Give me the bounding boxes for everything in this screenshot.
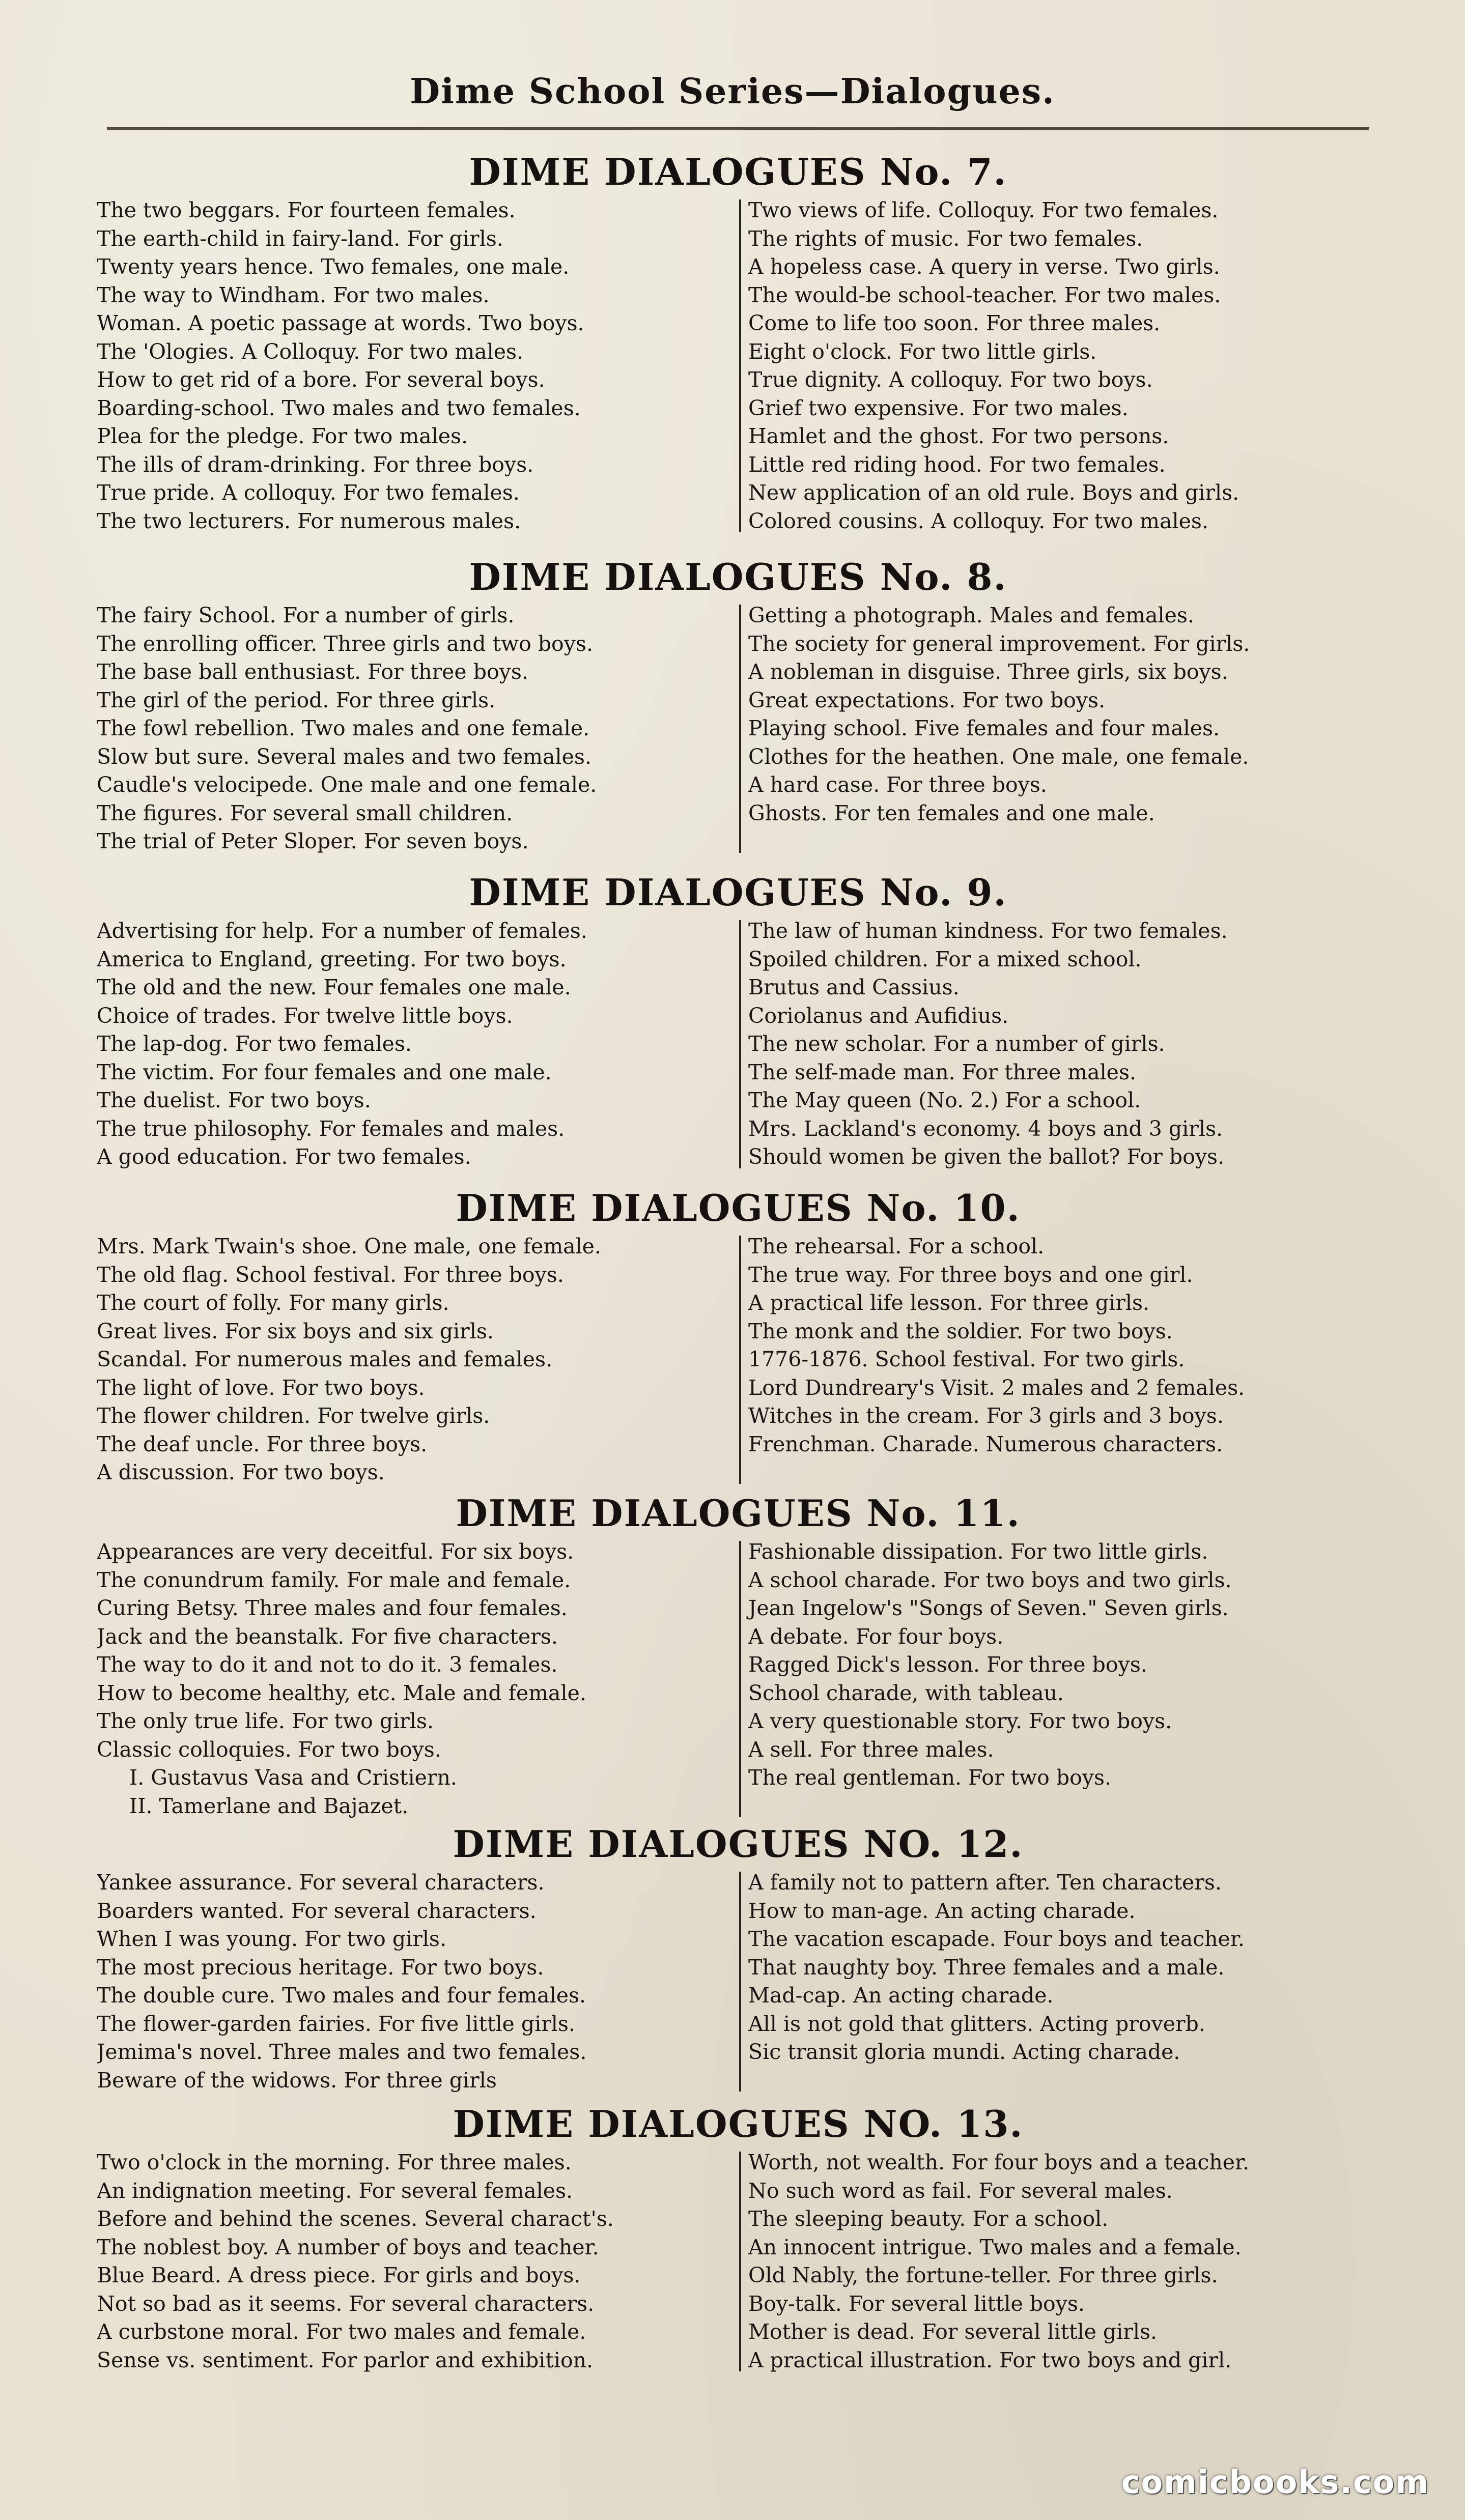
dialogue-entry: The court of folly. For many girls. (97, 1291, 449, 1315)
dialogue-entry: An innocent intrigue. Two males and a female. (748, 2235, 1242, 2259)
section-columns (97, 917, 1379, 1171)
dialogue-entry: The way to Windham. For two males. (97, 282, 490, 307)
section-columns (97, 1233, 1379, 1487)
dialogue-entry: The girl of the period. For three girls. (97, 688, 496, 712)
dialogue-entry: Fashionable dissipation. For two little girls. (748, 1539, 1208, 1564)
dialogue-entry: The two beggars. For fourteen females. (97, 198, 516, 222)
left-column (97, 1538, 728, 1820)
dialogue-entry: Slow but sure. Several males and two females. (97, 744, 591, 769)
dialogue-entry: A sell. For three males. (748, 1737, 994, 1762)
dialogue-entry: The real gentleman. For two boys. (748, 1765, 1112, 1790)
section-title: DIME DIALOGUES No. 7. (469, 150, 1007, 193)
dialogue-entry: Curing Betsy. Three males and four females. (97, 1596, 568, 1620)
dialogue-entry: A practical illustration. For two boys and girl. (748, 2347, 1232, 2372)
dialogue-entry: An indignation meeting. For several females. (97, 2178, 573, 2203)
dialogue-entry: A discussion. For two boys. (97, 1460, 385, 1484)
dialogue-entry: The monk and the soldier. For two boys. (748, 1319, 1173, 1343)
dialogue-entry: Yankee assurance. For several characters. (97, 1870, 545, 1895)
dialogue-entry: When I was young. For two girls. (97, 1927, 447, 1951)
dialogue-entry: II. Tamerlane and Bajazet. (129, 1793, 409, 1818)
dialogue-entry: Not so bad as it seems. For several characters. (97, 2291, 595, 2316)
dialogue-entry: The base ball enthusiast. For three boys. (97, 660, 528, 684)
section-title: DIME DIALOGUES No. 9. (469, 871, 1007, 914)
left-column (97, 602, 728, 856)
dialogue-entry: The society for general improvement. For girls. (748, 631, 1250, 656)
dialogue-entry: America to England, greeting. For two boys. (97, 947, 567, 971)
dialogue-entry: School charade, with tableau. (748, 1680, 1064, 1705)
column-divider (739, 1236, 741, 1484)
dialogue-entry: The true philosophy. For females and males. (97, 1116, 565, 1141)
section-columns (97, 196, 1379, 535)
dialogue-entry: New application of an old rule. Boys and girls. (748, 480, 1239, 505)
section-columns (97, 1538, 1379, 1820)
dialogue-entry: How to get rid of a bore. For several boys. (97, 367, 545, 392)
dialogue-entry: Plea for the pledge. For two males. (97, 424, 468, 448)
section-dialogues-12 (97, 1820, 1379, 2095)
dialogue-entry: The deaf uncle. For three boys. (97, 1431, 428, 1456)
dialogue-entry: Mrs. Mark Twain's shoe. One male, one female. (97, 1234, 601, 1258)
dialogue-entry: Getting a photograph. Males and females. (748, 603, 1194, 627)
left-column (97, 917, 728, 1171)
section-title: DIME DIALOGUES No. 11. (456, 1492, 1021, 1535)
dialogue-entry: Grief two expensive. For two males. (748, 395, 1129, 420)
dialogue-entry: Worth, not wealth. For four boys and a teacher. (748, 2150, 1250, 2174)
dialogue-entry: Sic transit gloria mundi. Acting charade. (748, 2040, 1180, 2064)
left-column (97, 1869, 728, 2095)
dialogue-entry: Blue Beard. A dress piece. For girls and boys. (97, 2263, 581, 2287)
section-columns (97, 602, 1379, 856)
dialogue-entry: The law of human kindness. For two females. (748, 919, 1228, 943)
left-column (97, 2149, 728, 2374)
column-divider (739, 1541, 741, 1817)
dialogue-entry: Scandal. For numerous males and females. (97, 1347, 553, 1371)
dialogue-entry: The new scholar. For a number of girls. (748, 1032, 1165, 1056)
section-dialogues-7 (97, 148, 1379, 535)
dialogue-entry: The sleeping beauty. For a school. (748, 2207, 1109, 2231)
dialogue-entry: Appearances are very deceitful. For six boys. (97, 1539, 574, 1564)
dialogue-entry: Great lives. For six boys and six girls. (97, 1319, 494, 1343)
dialogue-entry: The flower-garden fairies. For five little girls. (97, 2011, 575, 2036)
dialogue-entry: The duelist. For two boys. (97, 1088, 371, 1112)
dialogue-entry: Mrs. Lackland's economy. 4 boys and 3 girls. (748, 1116, 1223, 1141)
dialogue-entry: The noblest boy. A number of boys and teacher. (97, 2235, 599, 2259)
dialogue-entry: A debate. For four boys. (748, 1624, 1004, 1649)
section-title: DIME DIALOGUES NO. 13. (453, 2102, 1024, 2145)
dialogue-entry: Hamlet and the ghost. For two persons. (748, 424, 1169, 448)
dialogue-entry: Come to life too soon. For three males. (748, 311, 1161, 335)
section-columns (97, 1869, 1379, 2095)
dialogue-entry: Beware of the widows. For three girls (97, 2068, 497, 2093)
dialogue-entry: The two lecturers. For numerous males. (97, 508, 521, 533)
dialogue-entry: Caudle's velocipede. One male and one female. (97, 772, 597, 797)
watermark: comicbooks.com (1121, 2464, 1429, 2501)
header-rule (107, 127, 1369, 130)
left-column (97, 1233, 728, 1487)
dialogue-entry: The rehearsal. For a school. (748, 1234, 1045, 1258)
dialogue-entry: I. Gustavus Vasa and Cristiern. (129, 1765, 457, 1790)
right-column (728, 1869, 1379, 2095)
dialogue-entry: Mother is dead. For several little girls. (748, 2319, 1158, 2344)
dialogue-entry: A family not to pattern after. Ten characters. (748, 1870, 1222, 1895)
right-column (728, 2149, 1379, 2374)
dialogue-entry: Spoiled children. For a mixed school. (748, 947, 1142, 971)
section-dialogues-11 (97, 1489, 1379, 1820)
dialogue-entry: Little red riding hood. For two females. (748, 452, 1166, 477)
dialogue-entry: The conundrum family. For male and female. (97, 1567, 571, 1592)
dialogue-entry: The trial of Peter Sloper. For seven boys. (97, 829, 529, 853)
dialogue-entry: Witches in the cream. For 3 girls and 3 boys. (748, 1404, 1224, 1428)
section-columns (97, 2149, 1379, 2374)
dialogue-entry: The flower children. For twelve girls. (97, 1404, 490, 1428)
dialogue-entry: Should women be given the ballot? For boys. (748, 1144, 1225, 1169)
right-column (728, 1233, 1379, 1487)
dialogue-entry: Lord Dundreary's Visit. 2 males and 2 females. (748, 1375, 1245, 1400)
dialogue-entry: The enrolling officer. Three girls and two boys. (97, 631, 593, 656)
section-dialogues-9 (97, 868, 1379, 1171)
dialogue-entry: Playing school. Five females and four males. (748, 716, 1220, 740)
dialogue-entry: The rights of music. For two females. (748, 226, 1143, 251)
dialogue-entry: A practical life lesson. For three girls. (748, 1291, 1150, 1315)
section-title: DIME DIALOGUES No. 10. (456, 1186, 1021, 1229)
dialogue-entry: All is not gold that glitters. Acting proverb. (748, 2011, 1205, 2036)
dialogue-entry: The May queen (No. 2.) For a school. (748, 1088, 1141, 1112)
dialogue-entry: Clothes for the heathen. One male, one female. (748, 744, 1249, 769)
dialogue-entry: Boy-talk. For several little boys. (748, 2291, 1085, 2316)
dialogue-entry: Coriolanus and Aufidius. (748, 1003, 1009, 1028)
dialogue-entry: A good education. For two females. (97, 1144, 471, 1169)
dialogue-entry: Advertising for help. For a number of females. (97, 919, 587, 943)
dialogue-entry: Mad-cap. An acting charade. (748, 1983, 1054, 2008)
column-divider (739, 920, 741, 1168)
dialogue-entry: Frenchman. Charade. Numerous characters. (748, 1431, 1223, 1456)
dialogue-entry: Colored cousins. A colloquy. For two males. (748, 508, 1208, 533)
right-column (728, 1538, 1379, 1820)
dialogue-entry: The earth-child in fairy-land. For girls. (97, 226, 503, 251)
section-dialogues-8 (97, 553, 1379, 856)
dialogue-entry: That naughty boy. Three females and a male. (748, 1955, 1225, 1980)
dialogue-entry: The vacation escapade. Four boys and teacher. (748, 1927, 1245, 1951)
dialogue-entry: No such word as fail. For several males. (748, 2178, 1173, 2203)
dialogue-entry: A very questionable story. For two boys. (748, 1709, 1172, 1733)
dialogue-entry: True pride. A colloquy. For two females. (97, 480, 520, 505)
dialogue-entry: The lap-dog. For two females. (97, 1032, 412, 1056)
dialogue-entry: A school charade. For two boys and two girls. (748, 1567, 1232, 1592)
dialogue-entry: Jack and the beanstalk. For five characters. (97, 1624, 558, 1649)
right-column (728, 917, 1379, 1171)
dialogue-entry: Brutus and Cassius. (748, 975, 960, 999)
dialogue-entry: The victim. For four females and one male. (97, 1059, 552, 1084)
dialogue-entry: The true way. For three boys and one girl. (748, 1262, 1193, 1287)
section-title: DIME DIALOGUES No. 8. (469, 555, 1007, 598)
right-column (728, 602, 1379, 856)
dialogue-entry: How to become healthy, etc. Male and female. (97, 1680, 586, 1705)
dialogue-entry: How to man-age. An acting charade. (748, 1898, 1136, 1923)
dialogue-entry: Two views of life. Colloquy. For two females. (748, 198, 1219, 222)
section-dialogues-13 (97, 2100, 1379, 2374)
dialogue-entry: A nobleman in disguise. Three girls, six boys. (748, 660, 1228, 684)
dialogue-entry: Classic colloquies. For two boys. (97, 1737, 441, 1762)
dialogue-entry: Jean Ingelow's "Songs of Seven." Seven girls. (748, 1596, 1229, 1620)
dialogue-entry: Jemima's novel. Three males and two females. (97, 2040, 587, 2064)
dialogue-entry: Ragged Dick's lesson. For three boys. (748, 1652, 1147, 1677)
dialogue-entry: Woman. A poetic passage at words. Two boys. (97, 311, 584, 335)
dialogue-entry: The way to do it and not to do it. 3 females. (97, 1652, 558, 1677)
dialogue-entry: The old flag. School festival. For three boys. (97, 1262, 564, 1287)
dialogue-entry: Two o'clock in the morning. For three males. (97, 2150, 572, 2174)
dialogue-entry: The double cure. Two males and four females. (97, 1983, 586, 2008)
dialogue-entry: The 'Ologies. A Colloquy. For two males. (97, 339, 524, 364)
dialogue-entry: A hopeless case. A query in verse. Two girls. (748, 254, 1220, 279)
dialogue-entry: Old Nably, the fortune-teller. For three girls. (748, 2263, 1218, 2287)
dialogue-entry: The most precious heritage. For two boys. (97, 1955, 544, 1980)
column-divider (739, 199, 741, 532)
dialogue-entry: Boarding-school. Two males and two females. (97, 395, 581, 420)
dialogue-entry: The would-be school-teacher. For two males. (748, 282, 1221, 307)
left-column (97, 196, 728, 535)
dialogue-entry: A hard case. For three boys. (748, 772, 1047, 797)
dialogue-entry: 1776-1876. School festival. For two girls. (748, 1347, 1185, 1371)
dialogue-entry: The old and the new. Four females one male. (97, 975, 571, 999)
dialogue-entry: The ills of dram-drinking. For three boys. (97, 452, 534, 477)
dialogue-entry: The only true life. For two girls. (97, 1709, 434, 1733)
dialogue-entry: The fairy School. For a number of girls. (97, 603, 515, 627)
dialogue-entry: Eight o'clock. For two little girls. (748, 339, 1097, 364)
dialogue-entry: Boarders wanted. For several characters. (97, 1898, 537, 1923)
dialogue-entry: Ghosts. For ten females and one male. (748, 800, 1155, 825)
dialogue-entry: Sense vs. sentiment. For parlor and exhibition. (97, 2347, 594, 2372)
dialogue-entry: Twenty years hence. Two females, one male. (97, 254, 570, 279)
page-header: Dime School Series—Dialogues. (410, 71, 1055, 112)
dialogue-entry: Before and behind the scenes. Several charact's. (97, 2207, 614, 2231)
section-title: DIME DIALOGUES NO. 12. (453, 1822, 1024, 1866)
section-dialogues-10 (97, 1184, 1379, 1487)
dialogue-entry: Great expectations. For two boys. (748, 688, 1106, 712)
dialogue-entry: The fowl rebellion. Two males and one female. (97, 716, 590, 740)
dialogue-entry: The figures. For several small children. (97, 800, 513, 825)
right-column (728, 196, 1379, 535)
column-divider (739, 1872, 741, 2092)
column-divider (739, 2152, 741, 2371)
dialogue-entry: True dignity. A colloquy. For two boys. (748, 367, 1153, 392)
column-divider (739, 605, 741, 853)
dialogue-entry: Choice of trades. For twelve little boys. (97, 1003, 513, 1028)
dialogue-entry: The light of love. For two boys. (97, 1375, 425, 1400)
dialogue-entry: The self-made man. For three males. (748, 1059, 1137, 1084)
dialogue-entry: A curbstone moral. For two males and female. (97, 2319, 586, 2344)
